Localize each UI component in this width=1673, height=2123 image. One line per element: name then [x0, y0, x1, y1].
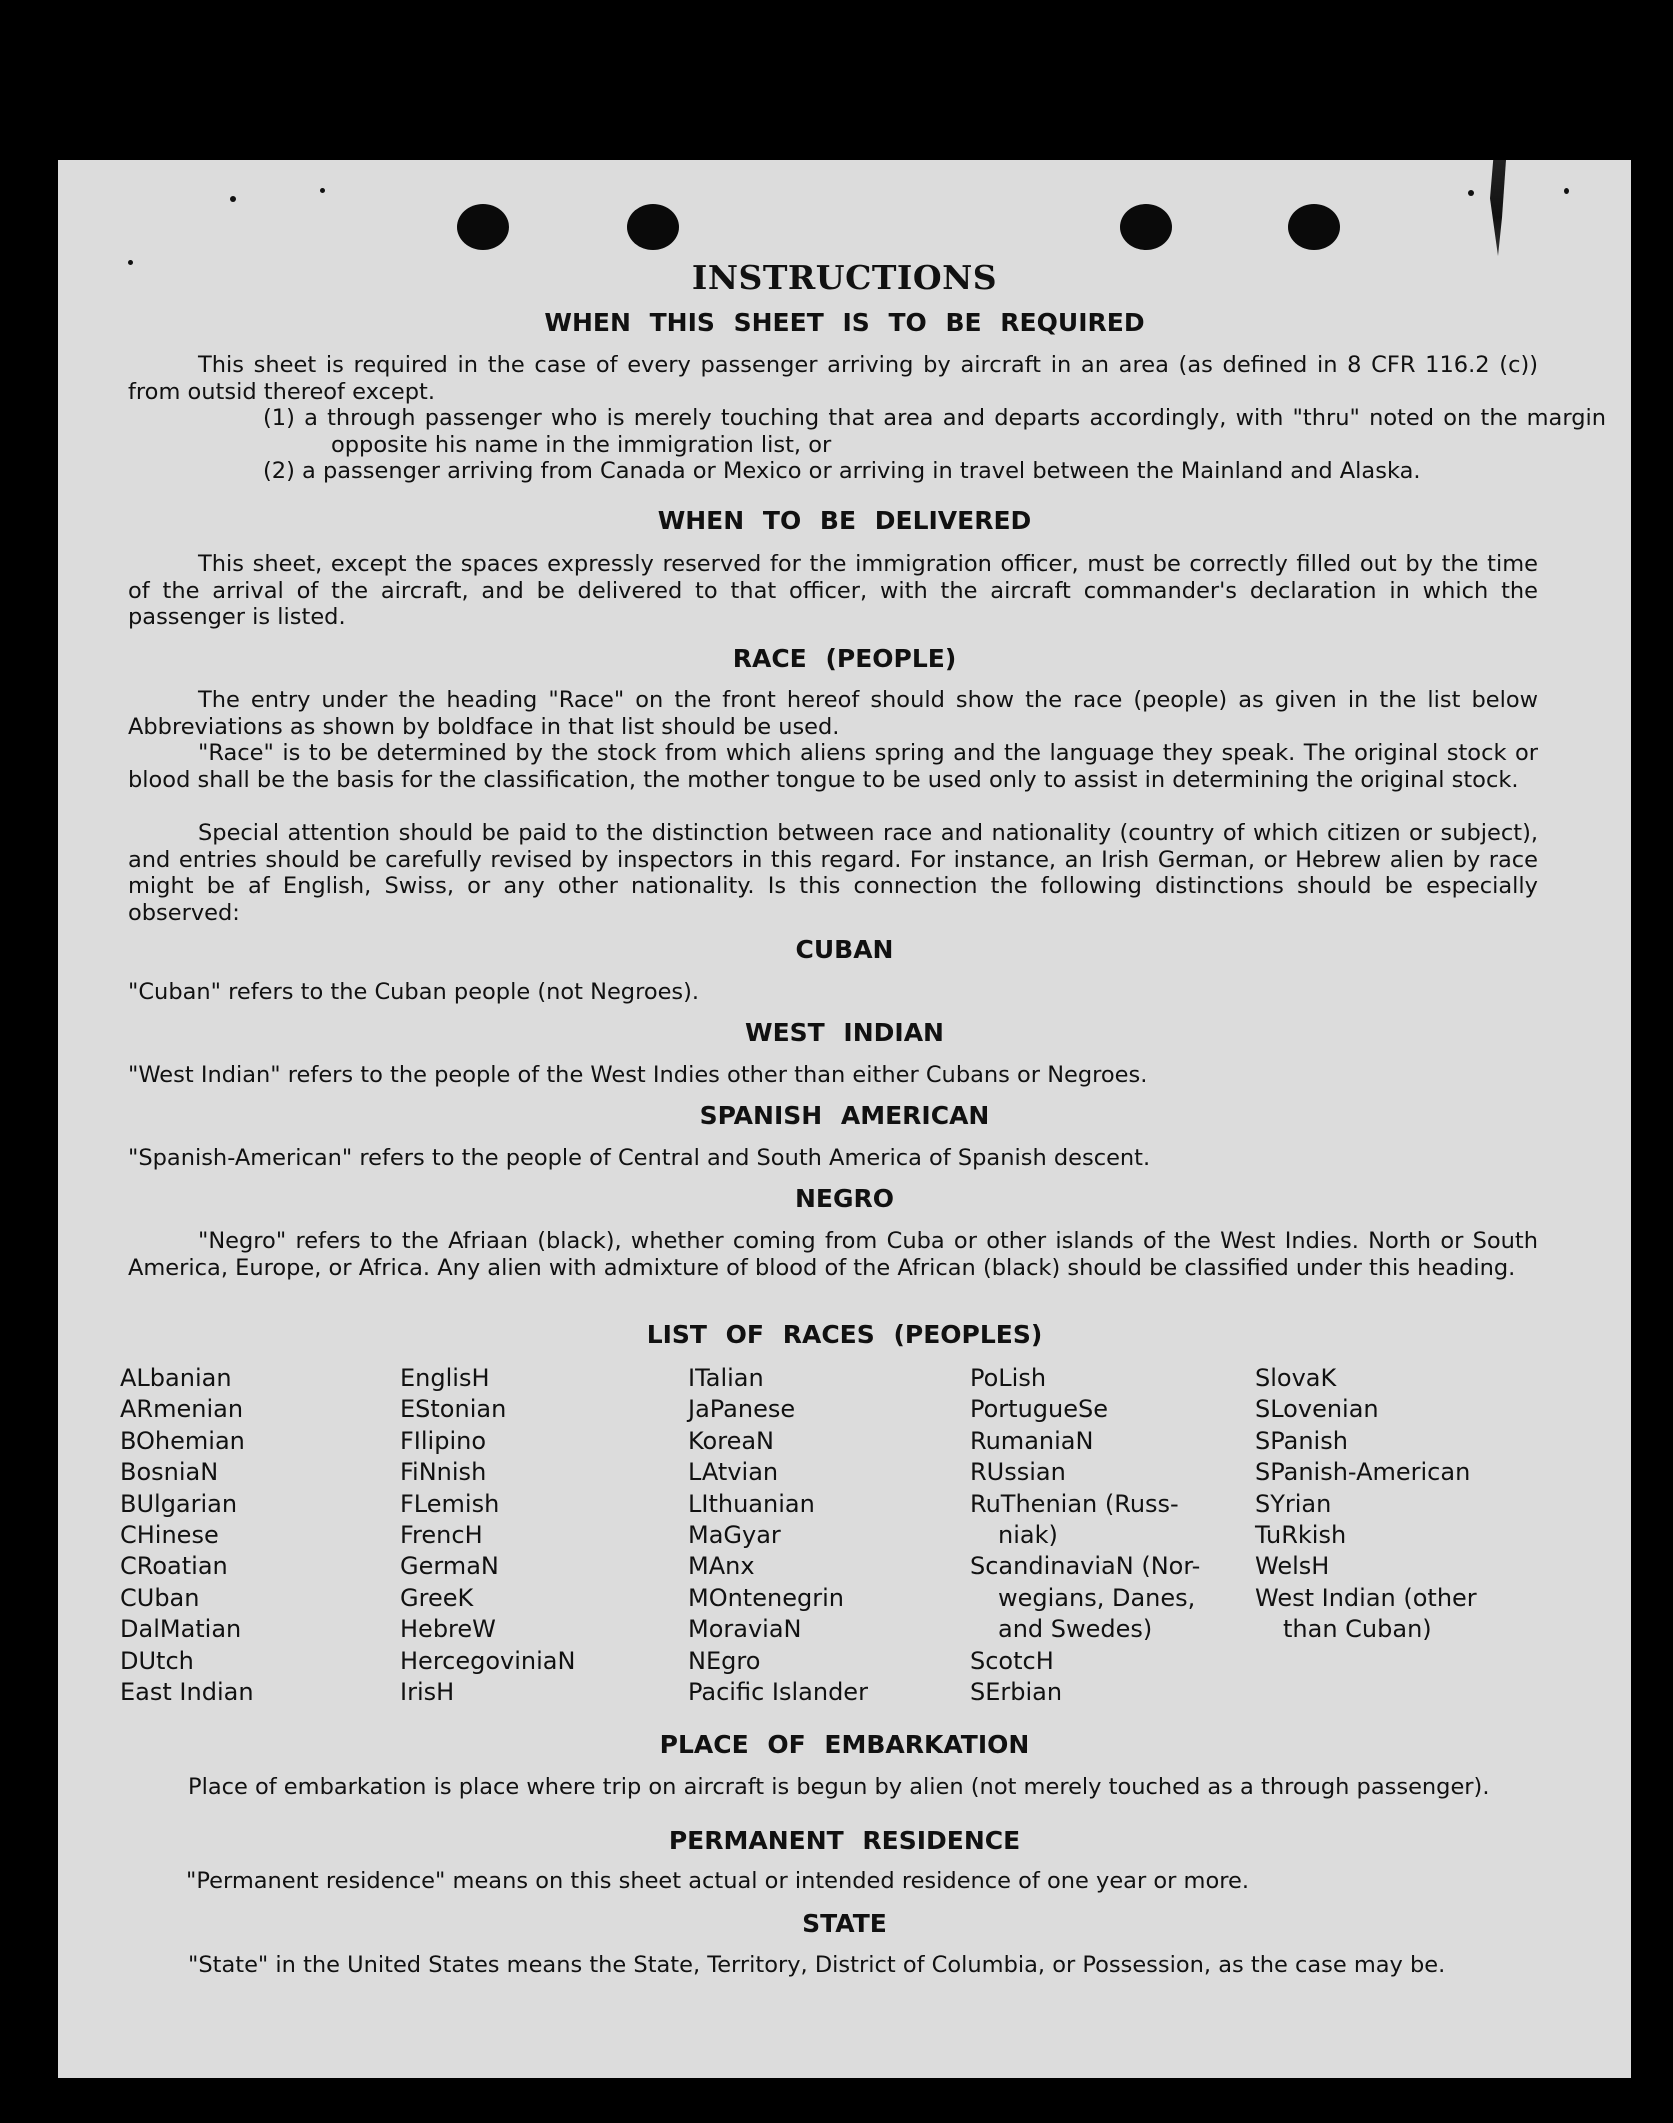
- race-item: ScandinaviaN (Nor-: [970, 1552, 1201, 1581]
- race-item: KoreaN: [688, 1426, 774, 1455]
- race-item: FrencH: [400, 1521, 483, 1550]
- race-item: SPanish: [1255, 1426, 1348, 1455]
- section-heading-negro: NEGRO: [794, 1184, 895, 1213]
- race-item-continued: niak): [998, 1521, 1058, 1550]
- page-title: INSTRUCTIONS: [691, 258, 998, 297]
- race-item: FiNnish: [400, 1458, 487, 1487]
- race-item: Pacific Islander: [688, 1678, 868, 1707]
- punch-hole: [457, 204, 509, 250]
- races-column-5: [1255, 1363, 1477, 1646]
- race-item: CRoatian: [120, 1552, 228, 1581]
- race-item: BUlgarian: [120, 1489, 238, 1518]
- paragraph-required: This sheet is required in the case of every passenger arriving by aircraft in an area (as defined in 8 CFR 116.2 (c)) from outsid thereof except.: [128, 352, 1538, 405]
- race-item: IrisH: [400, 1678, 455, 1707]
- paragraph-spanish-american: "Spanish-American" refers to the people of Central and South America of Spanish descent.: [128, 1145, 1151, 1171]
- race-item: HebreW: [400, 1615, 496, 1644]
- section-heading-state: STATE: [802, 1909, 887, 1938]
- section-heading-list-of-races: LIST OF RACES (PEOPLES): [646, 1320, 1043, 1349]
- exception-item-2: (2) a passenger arriving from Canada or Mexico or arriving in travel between the Mainland and Alaska.: [263, 458, 1421, 484]
- race-item: MoraviaN: [688, 1615, 802, 1644]
- paragraph-cuban: "Cuban" refers to the Cuban people (not Negroes).: [128, 979, 700, 1005]
- exception-item-1: (1) a through passenger who is merely touching that area and departs accordingly, with "thru" noted on the margin opposite his name in the immigration list, or: [263, 405, 1606, 458]
- race-item: SLovenian: [1255, 1395, 1379, 1424]
- races-column-3: [688, 1363, 868, 1708]
- punch-hole: [1288, 204, 1340, 250]
- race-item: DalMatian: [120, 1615, 242, 1644]
- race-item: East Indian: [120, 1678, 254, 1707]
- paragraph-race-2: "Race" is to be determined by the stock from which aliens spring and the language they speak. The original stock or blood shall be the basis for the classification, the mother tongue to be used only to assist in determining the original stock.: [128, 740, 1538, 793]
- section-heading-race: RACE (PEOPLE): [732, 644, 957, 673]
- race-item: JaPanese: [688, 1395, 796, 1424]
- race-item: NEgro: [688, 1646, 761, 1675]
- race-item: PortugueSe: [970, 1395, 1108, 1424]
- speck: [230, 196, 236, 202]
- race-item: SlovaK: [1255, 1364, 1337, 1392]
- race-item-continued: and Swedes): [998, 1615, 1153, 1644]
- race-item: SPanish-American: [1255, 1458, 1471, 1487]
- race-item: TuRkish: [1255, 1521, 1347, 1550]
- paragraph-race-3: Special attention should be paid to the distinction between race and nationality (country of which citizen or subject), and entries should be carefully revised by inspectors in this regard. For instance, an Irish German, or Hebrew alien by race might be af English, Swiss, or any other nationality. Is this connection the following distinctions should be especially observed:: [128, 820, 1538, 926]
- race-item: ALbanian: [120, 1364, 232, 1392]
- punch-hole: [627, 204, 679, 250]
- race-item: RumaniaN: [970, 1426, 1094, 1455]
- paragraph-embarkation: Place of embarkation is place where trip on aircraft is begun by alien (not merely touched as a through passenger).: [188, 1774, 1490, 1800]
- race-item: SYrian: [1255, 1489, 1332, 1518]
- section-heading-cuban: CUBAN: [795, 935, 894, 964]
- punch-hole: [1120, 204, 1172, 250]
- race-item: GermaN: [400, 1552, 499, 1581]
- race-item: MAnx: [688, 1552, 755, 1581]
- race-item: FLemish: [400, 1489, 500, 1518]
- races-column-4: [970, 1363, 1200, 1708]
- race-item: BosniaN: [120, 1458, 219, 1487]
- race-item: MaGyar: [688, 1521, 781, 1550]
- paragraph-race-1: The entry under the heading "Race" on the front hereof should show the race (people) as given in the list below Abbreviations as shown by boldface in that list should be used.: [128, 687, 1538, 740]
- paragraph-negro: "Negro" refers to the Afriaan (black), whether coming from Cuba or other islands of the West Indies. North or South America, Europe, or Africa. Any alien with admixture of blood of the African (black) should be classified under this heading.: [128, 1228, 1538, 1281]
- section-heading-west-indian: WEST INDIAN: [745, 1018, 944, 1047]
- race-item: BOhemian: [120, 1426, 245, 1455]
- races-column-1: [120, 1363, 254, 1708]
- race-item: DUtch: [120, 1646, 194, 1675]
- speck: [320, 188, 325, 193]
- speck: [1468, 190, 1474, 196]
- paragraph-residence: "Permanent residence" means on this sheet actual or intended residence of one year or more.: [186, 1868, 1249, 1894]
- race-item: GreeK: [400, 1583, 474, 1612]
- section-heading-embarkation: PLACE OF EMBARKATION: [659, 1730, 1030, 1759]
- race-item: EStonian: [400, 1395, 507, 1424]
- paragraph-delivered: This sheet, except the spaces expressly reserved for the immigration officer, must be correctly filled out by the time of the arrival of the aircraft, and be delivered to that officer, with the aircraft commander's declaration in which the passenger is listed.: [128, 551, 1538, 630]
- section-heading-residence: PERMANENT RESIDENCE: [668, 1826, 1021, 1855]
- race-item: HercegoviniaN: [400, 1646, 576, 1675]
- race-item: SErbian: [970, 1678, 1063, 1707]
- page-damage-mark: [1490, 160, 1506, 256]
- race-item: MOntenegrin: [688, 1583, 844, 1612]
- section-heading-spanish-american: SPANISH AMERICAN: [699, 1101, 990, 1130]
- race-item: WelsH: [1255, 1552, 1330, 1581]
- race-item: CUban: [120, 1583, 200, 1612]
- race-item: ScotcH: [970, 1646, 1054, 1675]
- race-item: LAtvian: [688, 1458, 779, 1487]
- race-item: RuThenian (Russ-: [970, 1489, 1179, 1518]
- race-item-continued: wegians, Danes,: [998, 1583, 1196, 1612]
- document-page: [58, 160, 1631, 2078]
- race-item: ARmenian: [120, 1395, 244, 1424]
- race-item: West Indian (other: [1255, 1583, 1477, 1612]
- races-column-2: [400, 1363, 575, 1708]
- paragraph-state: "State" in the United States means the State, Territory, District of Columbia, or Possession, as the case may be.: [188, 1952, 1446, 1978]
- race-item: CHinese: [120, 1521, 219, 1550]
- race-item: FIlipino: [400, 1426, 487, 1455]
- speck: [1564, 188, 1569, 194]
- race-item-continued: than Cuban): [1283, 1615, 1432, 1644]
- section-heading-delivered: WHEN TO BE DELIVERED: [657, 506, 1032, 535]
- race-item: RUssian: [970, 1458, 1066, 1487]
- race-item: EnglisH: [400, 1364, 490, 1392]
- race-item: ITalian: [688, 1364, 764, 1392]
- paragraph-west-indian: "West Indian" refers to the people of the West Indies other than either Cubans or Negroes.: [128, 1062, 1148, 1088]
- section-heading-required: WHEN THIS SHEET IS TO BE REQUIRED: [544, 308, 1145, 337]
- race-item: LIthuanian: [688, 1489, 815, 1518]
- race-item: PoLish: [970, 1364, 1047, 1392]
